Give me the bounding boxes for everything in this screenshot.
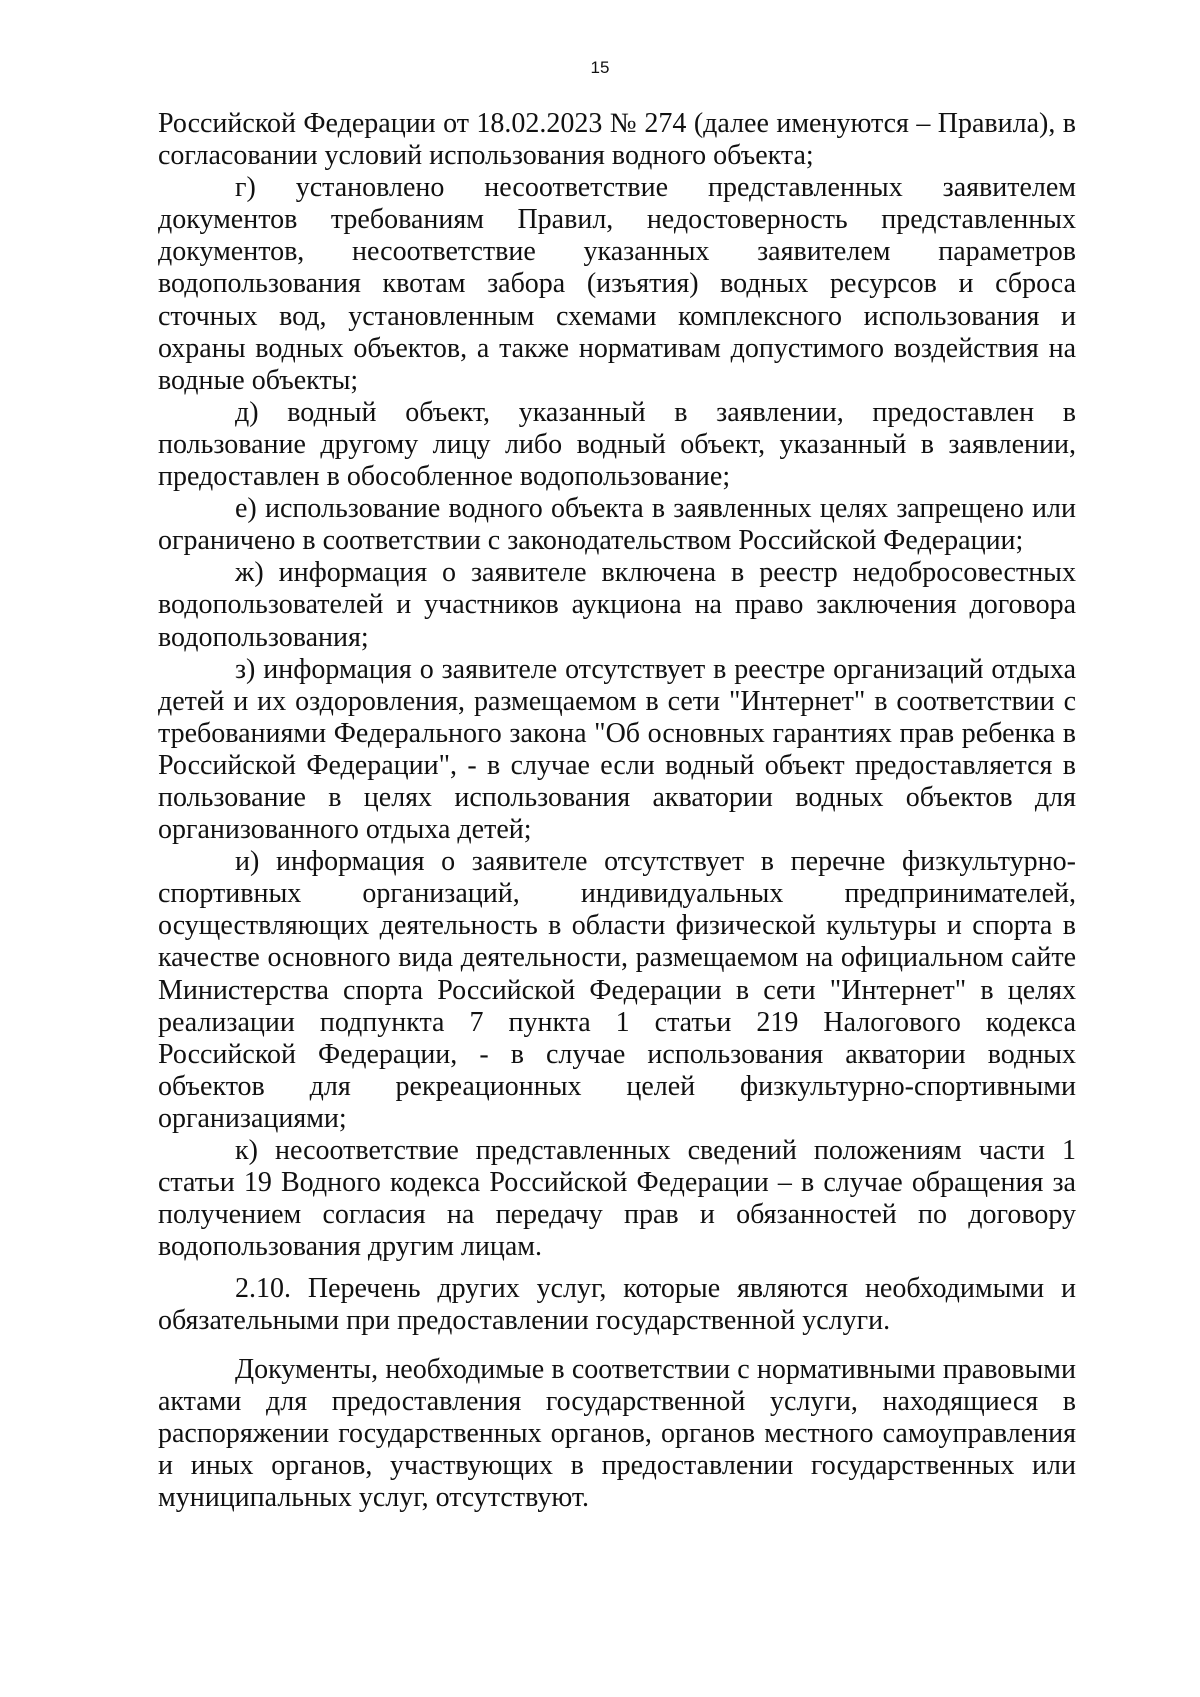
- document-body: [158, 108, 1076, 1514]
- paragraph-item-zh: ж) информация о заявителе включена в реестр недобросовестных водопользователей и участников аукциона на право заключения договора водопользования;: [158, 557, 1076, 653]
- paragraph-section-2-10: 2.10. Перечень других услуг, которые являются необходимыми и обязательными при предоставлении государственной услуги.: [158, 1273, 1076, 1337]
- paragraph-item-e: е) использование водного объекта в заявленных целях запрещено или ограничено в соответствии с законодательством Российской Федерации;: [158, 493, 1076, 557]
- page-number: 15: [590, 58, 610, 77]
- paragraph-item-g: г) установлено несоответствие представленных заявителем документов требованиям Правил, недостоверность представленных документов, несоответствие указанных заявителем параметров водопользования квотам забора (изъятия) водных ресурсов и сброса сточных вод, установленным схемами комплексного использования и охраны водных объектов, а также нормативам допустимого воздействия на водные объекты;: [158, 172, 1076, 396]
- paragraph-item-i: и) информация о заявителе отсутствует в перечне физкультурно-спортивных организаций, индивидуальных предпринимателей, осуществляющих деятельность в области физической культуры и спорта в качестве основного вида деятельности, размещаемом на официальном сайте Министерства спорта Российской Федерации в сети "Интернет" в целях реализации подпункта 7 пункта 1 статьи 219 Налогового кодекса Российской Федерации, - в случае использования акватории водных объектов для рекреационных целей физкультурно-спортивными организациями;: [158, 846, 1076, 1134]
- paragraph-item-z: з) информация о заявителе отсутствует в реестре организаций отдыха детей и их оздоровления, размещаемом в сети "Интернет" в соответствии с требованиями Федерального закона "Об основных гарантиях прав ребенка в Российской Федерации", - в случае если водный объект предоставляется в пользование в целях использования акватории водных объектов для организованного отдыха детей;: [158, 653, 1076, 846]
- paragraph-item-d: д) водный объект, указанный в заявлении, предоставлен в пользование другому лицу либо водный объект, указанный в заявлении, предоставлен в обособленное водопользование;: [158, 396, 1076, 493]
- paragraph-item-k: к) несоответствие представленных сведений положениям части 1 статьи 19 Водного кодекса Российской Федерации – в случае обращения за получением согласия на передачу прав и обязанностей по договору водопользования другим лицам.: [158, 1135, 1076, 1263]
- paragraph-continuation: Российской Федерации от 18.02.2023 № 274 (далее именуются – Правила), в согласовании условий использования водного объекта;: [158, 108, 1076, 172]
- paragraph-documents: Документы, необходимые в соответствии с нормативными правовыми актами для предоставления государственной услуги, находящиеся в распоряжении государственных органов, органов местного самоуправления и иных органов, участвующих в предоставлении государственных или муниципальных услуг, отсутствуют.: [158, 1353, 1076, 1513]
